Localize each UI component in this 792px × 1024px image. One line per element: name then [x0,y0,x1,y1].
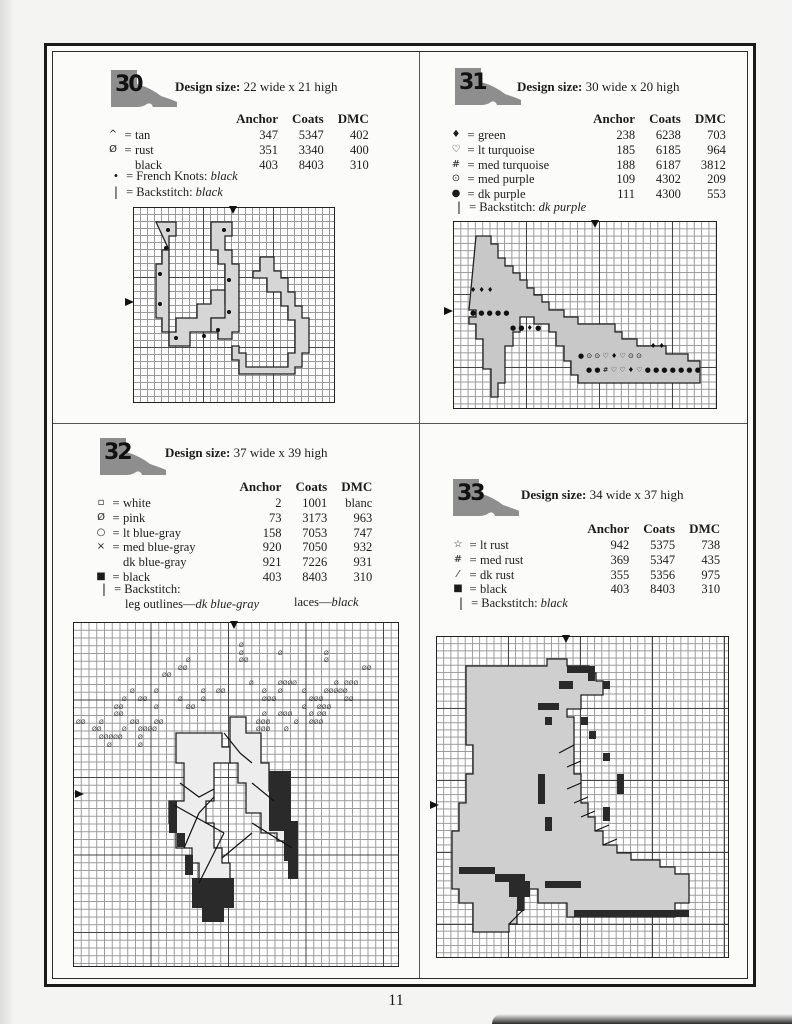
coats-number: 5375 [650,538,676,552]
pattern-32-panel [53,424,419,986]
column-coats: Coats [291,111,324,126]
anchor-number: 185 [616,142,636,157]
svg-text:ØØØ: ØØØ [256,719,271,726]
svg-text:ØØØØØ: ØØØØØ [99,734,123,741]
svg-text:ØØ: ØØ [138,696,148,703]
color-key-row: # = med rust 369 5347 435 [450,553,720,568]
dmc-number: 209 [707,172,726,187]
x-symbol-icon: × [96,541,106,553]
column-coats: Coats [295,479,328,494]
svg-text:Ø: Ø [334,680,339,687]
svg-text:Ø: Ø [302,704,307,711]
filled-circle-symbol-icon: ● [451,188,461,200]
design-size [521,487,684,503]
backstitch-line-icon: | [113,184,119,199]
stitch-chart [436,636,729,958]
column-dmc: DMC [689,521,721,536]
column-coats: Coats [643,521,676,536]
svg-text:ØØØ: ØØØ [256,726,271,733]
column-anchor: Anchor [587,521,630,536]
pattern-number: 31 [459,70,486,95]
pattern-number-badge [451,64,523,106]
color-key-row: ♡ = lt turquoise 185 6185 964 [448,143,726,158]
backstitch-line-icon: | [458,595,464,610]
french-knots-note: • = French Knots: black [109,169,238,184]
color-name: med purple [478,172,535,187]
svg-text:ØØØ: ØØØ [278,711,293,718]
dmc-number: 963 [353,510,373,525]
color-key-header [448,111,726,128]
column-anchor: Anchor [239,479,282,494]
color-key-row: # = med turquoise 188 6187 3812 [448,158,726,173]
color-key-row: × = med blue-gray 920 7050 932 [93,540,372,555]
coats-number: 7226 [302,555,328,570]
hash-symbol-icon: # [451,158,461,170]
svg-text:ØØ: ØØ [317,711,327,718]
column-dmc: DMC [337,111,369,126]
small-square-symbol-icon: ▫ [97,497,105,508]
svg-text:Ø: Ø [201,688,206,695]
dmc-number: 400 [350,142,369,157]
coats-number: 6238 [655,128,681,142]
dmc-number: 310 [350,157,369,172]
color-key-table [448,111,726,202]
color-key-row: ■ = black 403 8403 310 [93,570,372,585]
svg-text:Ø: Ø [249,680,254,687]
crossed-circle-symbol-icon: Ø [97,511,105,523]
dmc-number: 932 [353,540,373,555]
center-marker-left [75,790,84,798]
anchor-number: 920 [262,540,282,555]
filled-square-symbol-icon: ■ [453,583,463,595]
anchor-number: 109 [616,172,636,187]
dmc-number: 553 [707,187,726,202]
boot-stitch-pattern [437,637,730,959]
color-key-row: ● = dk purple 111 4300 553 [448,187,726,202]
pattern-31-panel [420,52,760,423]
anchor-number: 111 [617,187,636,202]
anchor-number: 158 [262,525,282,540]
color-name: med rust [480,552,524,567]
backstitch-note: | = Backstitch: black [454,595,568,611]
backstitch-note: | = Backstitch: dk purple [452,199,586,215]
anchor-number: 403 [262,569,282,584]
pattern-33-panel [420,424,760,986]
design-size-value: 37 wide x 39 high [233,445,328,460]
color-name: black [135,157,163,172]
center-marker-top [591,220,599,228]
pattern-number: 30 [115,72,142,97]
center-marker-left [125,298,134,306]
svg-text:● ⊙ ⊙ ♡ ♦ ♡ ⊙ ⊙: ● ⊙ ⊙ ♡ ♦ ♡ ⊙ ⊙ [578,352,642,360]
color-name: pink [123,510,146,525]
svg-text:Ø: Ø [122,696,127,703]
color-key-row: ○ = lt blue-gray 158 7053 747 [93,526,372,541]
anchor-number: 351 [259,142,278,157]
svg-text:Ø: Ø [239,650,244,657]
anchor-number: 238 [616,128,636,142]
dmc-number: blanc [345,496,373,510]
coats-number: 6187 [655,157,681,172]
svg-text:♦ ♦ ♦: ♦ ♦ ♦ [470,286,494,294]
svg-text:Ø: Ø [201,696,206,703]
backstitch-line-icon: | [456,199,462,214]
svg-text:● ● ♦ ●: ● ● ♦ ● [510,324,542,332]
color-key-header [105,111,369,128]
svg-text:Ø: Ø [262,711,267,718]
dmc-number: 310 [701,582,721,597]
design-size-label: Design size: [175,79,241,94]
color-name: white [123,496,151,510]
heart-symbol-icon: ♡ [451,143,461,155]
center-marker-left [444,307,453,315]
backstitch-laces: laces—black [294,595,359,609]
svg-text:Ø: Ø [239,642,244,649]
column-anchor: Anchor [236,111,278,126]
center-marker-top [229,206,237,214]
svg-text:ØØ: ØØ [114,711,124,718]
anchor-number: 369 [610,552,630,567]
coats-number: 5347 [298,128,324,142]
svg-text:Ø: Ø [294,719,299,726]
backstitch-note: | = Backstitch: [97,581,181,597]
svg-text:ØØ: ØØ [186,704,196,711]
color-name: dk rust [480,567,515,582]
dot-symbol-icon: • [113,169,119,183]
pattern-number-badge [449,475,521,517]
color-key-table [450,521,720,597]
color-key-table [93,479,372,585]
anchor-number: 347 [259,128,278,142]
caret-symbol-icon: ^ [108,129,118,140]
color-name: med turquoise [478,157,550,172]
color-key-table [105,111,369,172]
color-name: rust [135,142,154,157]
page-edge-shadow [0,0,14,1024]
stitch-chart [453,221,717,409]
dmc-number: 964 [707,142,726,157]
svg-text:Ø: Ø [278,688,283,695]
star-symbol-icon: ☆ [453,539,463,550]
column-dmc: DMC [694,111,726,126]
color-key-row: ♦ = green 238 6238 703 [448,128,726,143]
color-key-row [93,555,372,570]
svg-text:ØØ: ØØ [178,665,188,672]
anchor-number: 921 [262,555,282,570]
dmc-number: 310 [353,569,373,584]
svg-text:Ø: Ø [284,726,289,733]
svg-text:Ø: Ø [138,742,143,749]
color-name: med blue-gray [123,540,196,555]
svg-text:Ø: Ø [309,711,314,718]
coats-number: 5356 [650,567,676,582]
dmc-number: 402 [350,128,369,142]
svg-text:♦ ♦: ♦ ♦ [650,342,665,350]
coats-number: 7053 [302,525,328,540]
svg-text:ØØ: ØØ [344,696,354,703]
coats-number: 5347 [650,552,676,567]
svg-text:ØØ: ØØ [154,719,164,726]
diamond-symbol-icon: ♦ [451,129,461,140]
svg-text:ØØØØ: ØØØØ [278,680,297,687]
color-name: lt blue-gray [123,525,181,540]
svg-text:Ø: Ø [302,688,307,695]
svg-text:ØØØ: ØØØ [344,680,359,687]
color-name: green [478,128,506,142]
svg-text:ØØØ: ØØØ [317,704,332,711]
color-name: lt turquoise [478,142,535,157]
dotted-circle-symbol-icon: ⊙ [451,173,461,185]
column-coats: Coats [649,111,681,126]
dmc-number: 738 [701,538,721,552]
pattern-30-panel [53,52,419,423]
page-curl-shadow [492,1014,792,1024]
svg-text:ØØ: ØØ [130,719,140,726]
center-marker-top [230,621,238,629]
page-number: 11 [388,992,404,1009]
svg-text:Ø: Ø [99,719,104,726]
anchor-number: 188 [616,157,636,172]
design-size [175,79,338,95]
color-name: dk purple [478,187,526,202]
svg-text:Ø: Ø [130,688,135,695]
svg-text:ØØ: ØØ [92,726,102,733]
coats-number: 8403 [650,582,676,597]
anchor-number: 2 [275,496,282,510]
svg-text:Ø: Ø [178,696,183,703]
svg-text:ØØ: ØØ [239,657,249,664]
crossed-circle-symbol-icon: Ø [109,143,117,155]
dmc-number: 3812 [700,157,726,172]
coats-number: 4302 [655,172,681,187]
anchor-number: 403 [259,157,278,172]
coats-number: 6185 [655,142,681,157]
anchor-number: 73 [268,510,282,525]
anchor-number: 355 [610,567,630,582]
coats-number: 3173 [302,510,328,525]
color-key-row: ■ = black 403 8403 310 [450,582,720,597]
pattern-number: 33 [457,481,484,506]
coats-number: 1001 [302,496,328,510]
color-name: black [480,582,508,597]
backstitch-leg-outlines: leg outlines—dk blue-gray [125,597,260,611]
color-name: black [123,569,151,584]
coats-number: 7050 [302,540,328,555]
pattern-page-inner-frame [52,51,748,979]
design-size-value: 30 wide x 20 high [585,79,680,94]
svg-text:ØØ: ØØ [162,672,172,679]
design-size [517,79,680,95]
svg-text:ØØØØØ: ØØØØØ [324,688,348,695]
pattern-number: 32 [104,440,131,465]
svg-text:Ø: Ø [154,704,159,711]
column-anchor: Anchor [593,111,636,126]
color-key-header [450,521,720,538]
dmc-number: 931 [353,555,373,570]
svg-text:Ø: Ø [278,650,283,657]
design-size-label: Design size: [517,79,583,94]
svg-text:ØØØ: ØØØ [309,696,324,703]
coats-number: 3340 [298,142,324,157]
svg-text:Ø: Ø [154,688,159,695]
svg-text:ØØØ: ØØØ [262,696,277,703]
stitch-chart [73,622,399,967]
shoe-stitch-pattern [134,208,336,404]
color-key-row: Ø = rust 351 3340 400 [105,143,369,158]
center-marker-top [562,635,570,643]
color-key-row: ⊙ = med purple 109 4302 209 [448,172,726,187]
stitch-chart [133,207,335,403]
dmc-number: 435 [701,552,721,567]
color-key-row: Ø = pink 73 3173 963 [93,511,372,526]
color-key-row: ⁄ = dk rust 355 5356 975 [450,568,720,583]
slash-symbol-icon: ⁄ [457,568,459,580]
svg-text:Ø: Ø [324,657,329,664]
color-key-row: ☆ = lt rust 942 5375 738 [450,538,720,553]
design-size-label: Design size: [521,487,587,502]
svg-text:● ● # ♡ ♡ ♦ ♡ ● ● ● ● ● ● ●: ● ● # ♡ ♡ ♦ ♡ ● ● ● ● ● ● ● [586,366,701,374]
svg-text:Ø: Ø [107,742,112,749]
color-key-row: ▫ = white 2 1001 blanc [93,496,372,511]
color-name: tan [135,128,151,142]
svg-text:● ● ● ● ●: ● ● ● ● ● [470,309,510,317]
circle-symbol-icon: ○ [96,526,106,538]
design-size [165,445,328,461]
backstitch-note: | = Backstitch: black [109,184,223,200]
pattern-page-frame [44,43,756,987]
color-name: lt rust [480,538,509,552]
coats-number: 8403 [302,569,328,584]
coats-number: 4300 [655,187,681,202]
svg-text:ØØØØ: ØØØØ [138,726,157,733]
svg-text:Ø: Ø [186,657,191,664]
pattern-number-badge [96,434,168,476]
color-name: dk blue-gray [123,555,187,570]
dmc-number: 703 [707,128,726,142]
center-marker-left [430,801,439,809]
svg-text:Ø: Ø [262,688,267,695]
anchor-number: 942 [610,538,630,552]
color-key-row: ^ = tan 347 5347 402 [105,128,369,143]
svg-text:Ø: Ø [138,734,143,741]
svg-text:ØØ: ØØ [362,665,372,672]
svg-text:Ø: Ø [122,726,127,733]
shoe-stitch-pattern [454,222,718,410]
svg-text:ØØ: ØØ [216,688,226,695]
svg-text:ØØØ: ØØØ [309,719,324,726]
filled-square-symbol-icon: ■ [96,570,106,582]
svg-text:ØØ: ØØ [114,704,124,711]
design-size-value: 34 wide x 37 high [589,487,684,502]
svg-text:Ø: Ø [324,650,329,657]
column-dmc: DMC [341,479,373,494]
svg-text:ØØ: ØØ [76,719,86,726]
pattern-number-badge [107,66,179,108]
design-size-label: Design size: [165,445,231,460]
hash-symbol-icon: # [453,553,463,565]
anchor-number: 403 [610,582,630,597]
coats-number: 8403 [298,157,324,172]
design-size-value: 22 wide x 21 high [243,79,338,94]
dmc-number: 975 [701,567,721,582]
color-key-header [93,479,372,496]
ballet-slipper-stitch-pattern [74,623,400,968]
dmc-number: 747 [353,525,373,540]
backstitch-line-icon: | [101,581,107,596]
